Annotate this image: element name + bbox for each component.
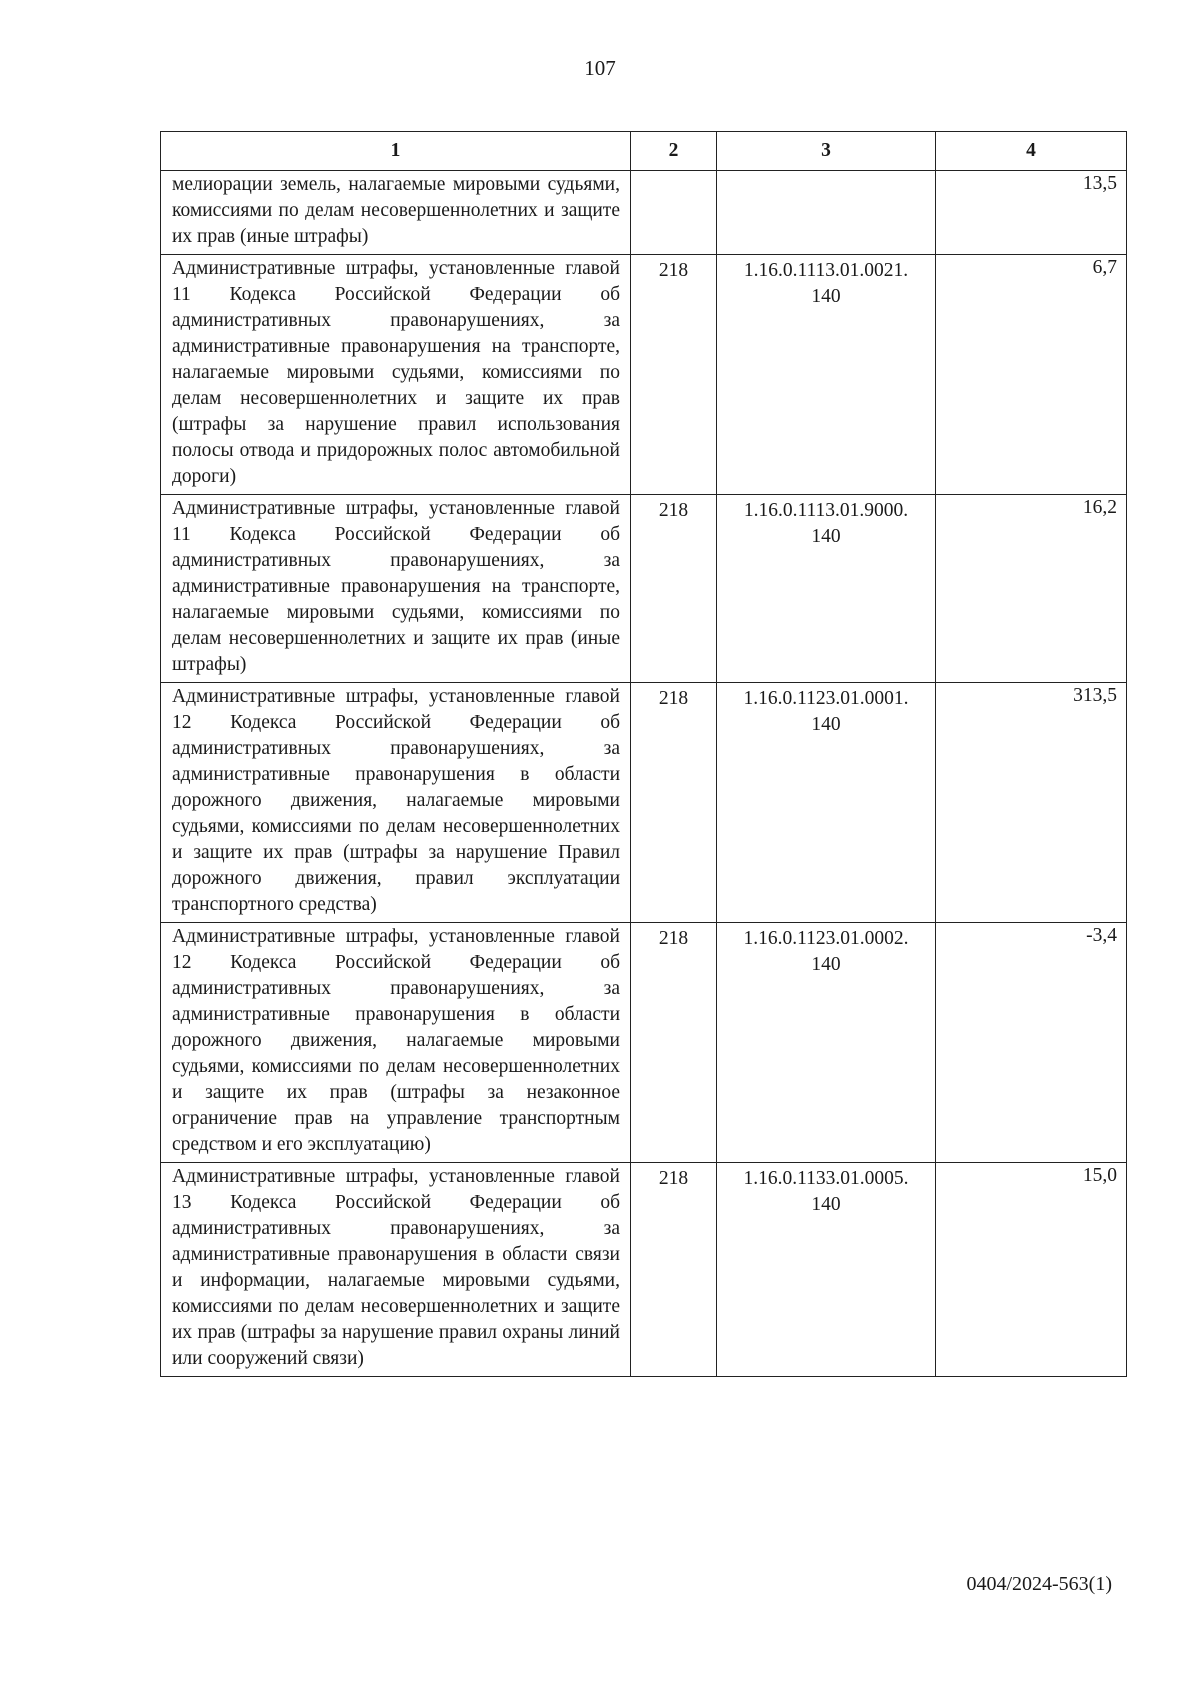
column-header-4: 4 — [936, 132, 1127, 171]
row-description: Административные штрафы, установленные главой 12 Кодекса Российской Федерации об административных правонарушениях, за административные правонарушения в области дорожного движения, налагаемые мировыми судьями, комиссиями по делам несовершеннолетних и защите их прав (штрафы за незаконное ограничение прав на управление транспортным средством и его эксплуатацию) — [161, 923, 631, 1163]
row-code: 218 — [631, 1163, 717, 1377]
header-row — [161, 132, 1127, 171]
table-row — [161, 171, 1127, 255]
table-body — [161, 171, 1127, 1377]
kbk-line-1: 1.16.0.1113.01.0021. — [743, 260, 909, 281]
row-kbk — [717, 255, 936, 495]
kbk-line-1: 1.16.0.1123.01.0001. — [743, 688, 909, 709]
kbk-line-1: 1.16.0.1133.01.0005. — [743, 1168, 909, 1189]
kbk-line-1: 1.16.0.1123.01.0002. — [743, 928, 909, 949]
row-kbk — [717, 495, 936, 683]
kbk-line-1: 1.16.0.1113.01.9000. — [743, 500, 909, 521]
column-header-1: 1 — [161, 132, 631, 171]
row-description: Административные штрафы, установленные главой 12 Кодекса Российской Федерации об административных правонарушениях, за административные правонарушения в области дорожного движения, налагаемые мировыми судьями, комиссиями по делам несовершеннолетних и защите их прав (штрафы за нарушение Правил дорожного движения, правил эксплуатации транспортного средства) — [161, 683, 631, 923]
column-header-2: 2 — [631, 132, 717, 171]
row-kbk — [717, 171, 936, 255]
page-number: 107 — [584, 56, 616, 80]
column-header-3: 3 — [717, 132, 936, 171]
document-code: 0404/2024-563(1) — [966, 1573, 1112, 1595]
row-amount: 313,5 — [936, 683, 1127, 923]
row-kbk — [717, 683, 936, 923]
row-description: Административные штрафы, установленные главой 11 Кодекса Российской Федерации об административных правонарушениях, за административные правонарушения на транспорте, налагаемые мировыми судьями, комиссиями по делам несовершеннолетних и защите их прав (штрафы за нарушение правил использования полосы отвода и придорожных полос автомобильной дороги) — [161, 255, 631, 495]
table-row — [161, 923, 1127, 1163]
kbk-line-2: 140 — [811, 714, 841, 735]
row-code: 218 — [631, 923, 717, 1163]
table-row — [161, 255, 1127, 495]
row-description: Административные штрафы, установленные главой 13 Кодекса Российской Федерации об административных правонарушениях, за административные правонарушения в области связи и информации, налагаемые мировыми судьями, комиссиями по делам несовершеннолетних и защите их прав (штрафы за нарушение правил охраны линий или сооружений связи) — [161, 1163, 631, 1377]
row-code: 218 — [631, 495, 717, 683]
row-kbk — [717, 923, 936, 1163]
kbk-line-2: 140 — [811, 1194, 841, 1215]
row-amount: -3,4 — [936, 923, 1127, 1163]
table-row — [161, 495, 1127, 683]
row-amount: 6,7 — [936, 255, 1127, 495]
table-row — [161, 683, 1127, 923]
row-description: мелиорации земель, налагаемые мировыми судьями, комиссиями по делам несовершеннолетних и защите их прав (иные штрафы) — [161, 171, 631, 255]
row-amount: 15,0 — [936, 1163, 1127, 1377]
kbk-line-2: 140 — [811, 286, 841, 307]
row-code: 218 — [631, 255, 717, 495]
row-code — [631, 171, 717, 255]
row-amount: 16,2 — [936, 495, 1127, 683]
row-description: Административные штрафы, установленные главой 11 Кодекса Российской Федерации об административных правонарушениях, за административные правонарушения на транспорте, налагаемые мировыми судьями, комиссиями по делам несовершеннолетних и защите их прав (иные штрафы) — [161, 495, 631, 683]
row-kbk — [717, 1163, 936, 1377]
kbk-line-2: 140 — [811, 954, 841, 975]
kbk-line-2: 140 — [811, 526, 841, 547]
row-code: 218 — [631, 683, 717, 923]
table-row — [161, 1163, 1127, 1377]
row-amount: 13,5 — [936, 171, 1127, 255]
table-header — [161, 132, 1127, 171]
budget-table — [160, 131, 1127, 1377]
